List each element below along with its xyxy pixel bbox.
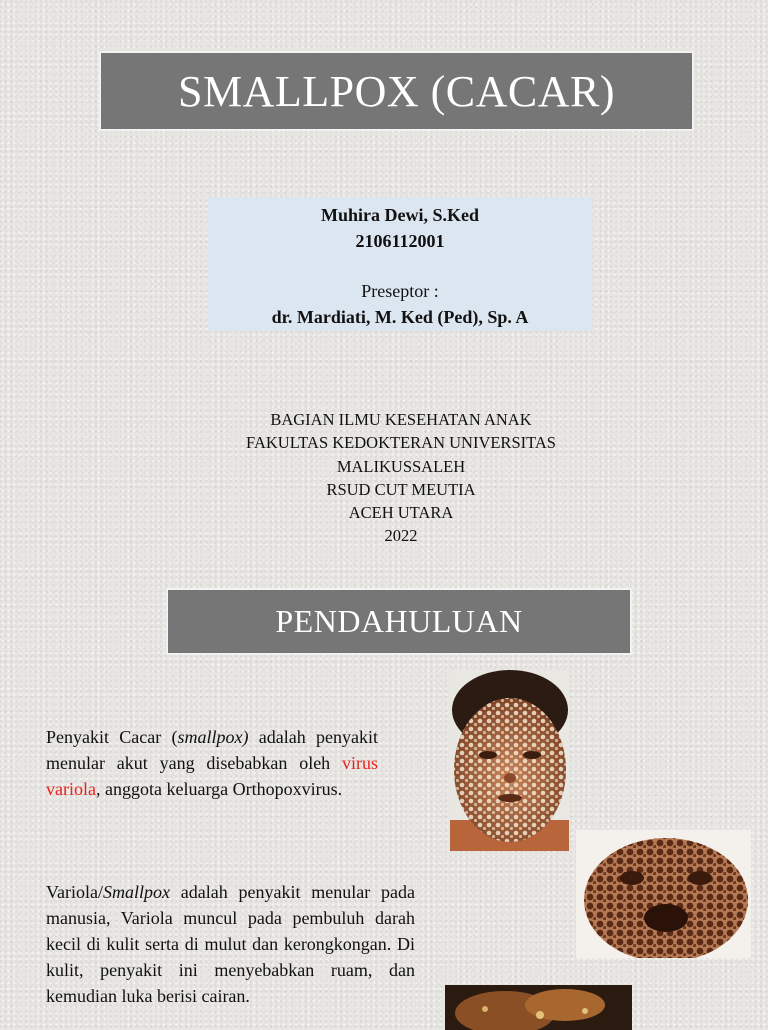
page-title: SMALLPOX (CACAR) [177, 66, 616, 116]
institution-line: RSUD CUT MEUTIA [326, 479, 476, 499]
institution-line: BAGIAN ILMU KESEHATAN ANAK [270, 410, 532, 429]
para-text: Variola/ [46, 882, 103, 902]
section-banner [168, 590, 630, 653]
institution-block [200, 408, 602, 548]
author-name: Muhira Dewi, S.Ked [320, 205, 479, 225]
para-text: adalah penyakit menular pada manusia, Variola muncul pada pembuluh darah kecil di kulit serta di mulut dan kerongkongan. Di kulit, penyakit ini menyebabkan ruam, dan kemudian luka berisi cairan. [46, 882, 415, 1006]
para-text: adalah penyakit menular akut yang disebabkan oleh [46, 727, 378, 773]
institution-line: ACEH UTARA [348, 503, 454, 523]
institution-year: 2022 [384, 526, 418, 546]
definition-paragraph [46, 879, 415, 1009]
para-text: Penyakit Cacar ( [46, 727, 178, 747]
author-box [208, 197, 592, 331]
para-italic: Smallpox [102, 882, 170, 902]
smallpox-photo-partial [445, 985, 632, 1030]
title-banner [101, 53, 692, 129]
virus-name-highlight: virus variola [46, 753, 378, 799]
preceptor-name: dr. Mardiati, M. Ked (Ped), Sp. A [271, 306, 529, 327]
spacer [208, 254, 592, 279]
preceptor-label: Preseptor : [361, 281, 439, 301]
intro-paragraph [46, 724, 378, 802]
section-heading: PENDAHULUAN [275, 603, 523, 639]
author-id: 2106112001 [355, 230, 445, 251]
para-text: , anggota keluarga Orthopoxvirus. [95, 779, 343, 799]
smallpox-child-face-photo [450, 670, 569, 851]
institution-line: FAKULTAS KEDOKTERAN UNIVERSITAS [246, 433, 556, 453]
institution-line: MALIKUSSALEH [336, 456, 466, 476]
para-italic: smallpox) [177, 727, 249, 747]
smallpox-lesions-closeup-photo [576, 830, 751, 958]
